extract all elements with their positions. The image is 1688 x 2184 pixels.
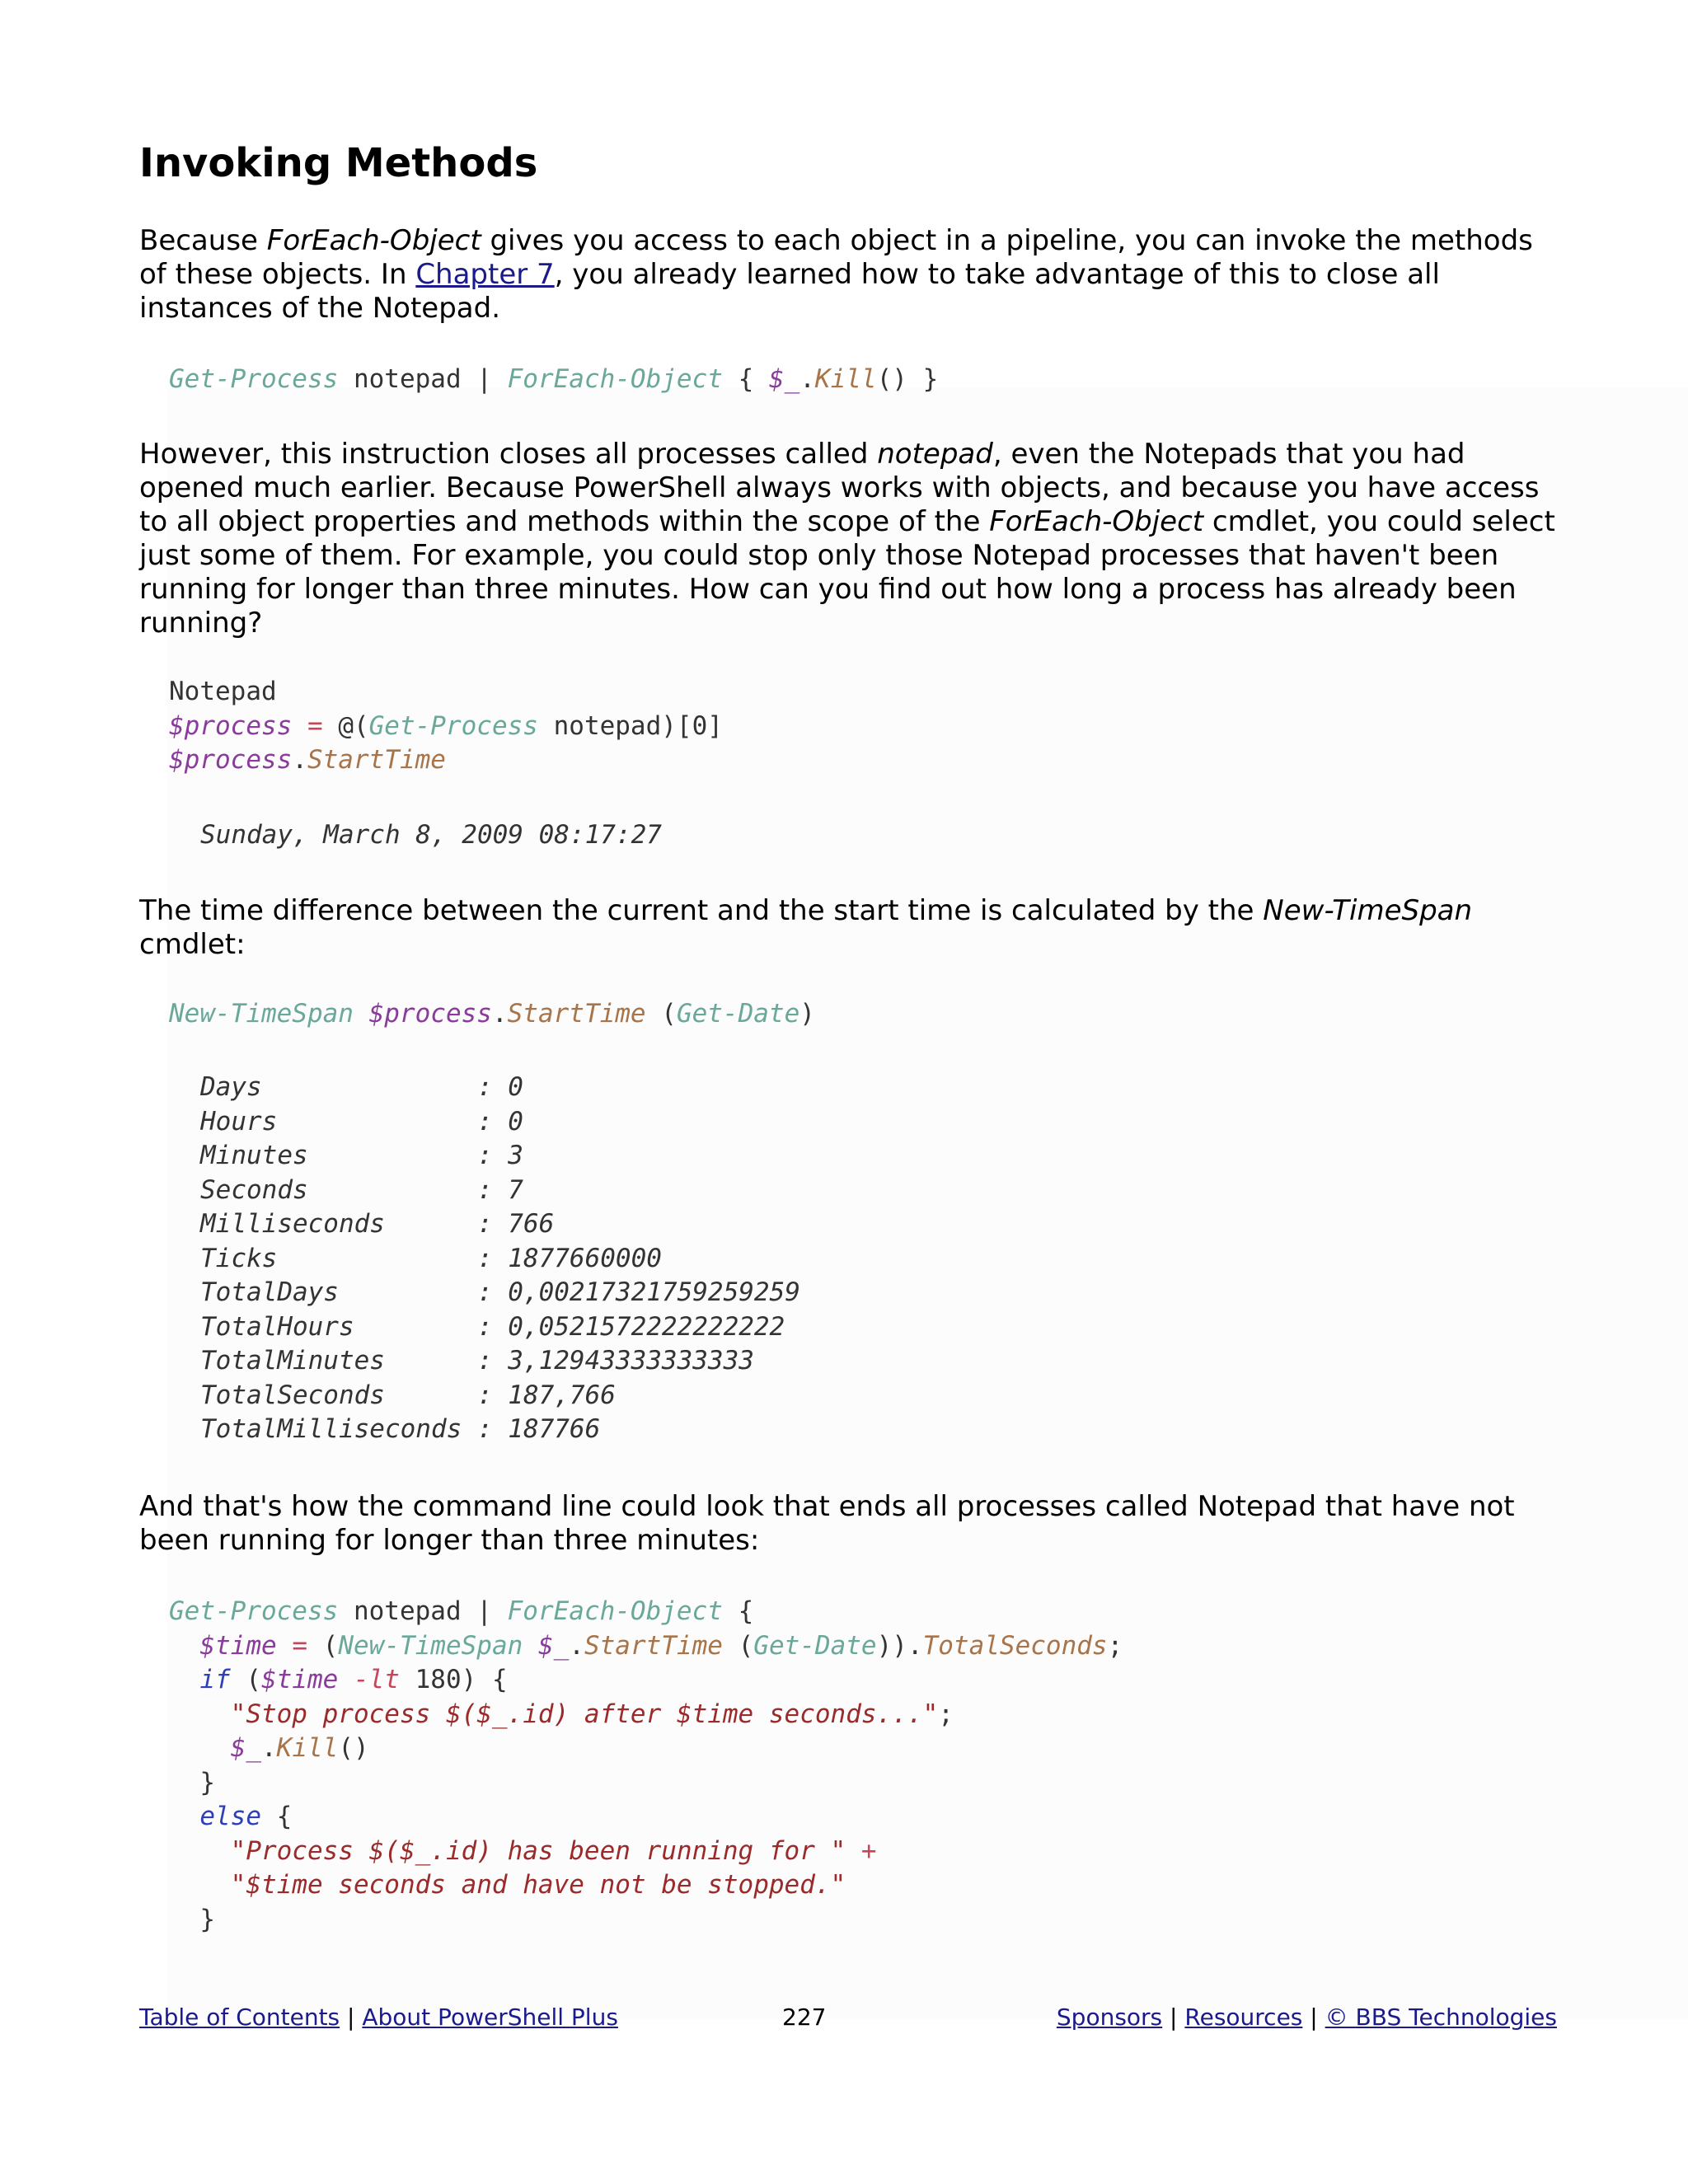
code-token: } <box>199 1767 215 1797</box>
code-token: . <box>799 364 815 394</box>
timespan-property: TotalMinutes <box>200 1346 462 1376</box>
timespan-row <box>200 1244 662 1273</box>
colon: : <box>462 1141 509 1170</box>
start-time-output: Sunday, March 8, 2009 08:17:27 <box>200 820 662 850</box>
code-token: StartTime <box>507 999 646 1029</box>
text: However, this instruction closes all processes called <box>139 438 878 471</box>
timespan-value: 7 <box>508 1174 523 1205</box>
timespan-value: 187766 <box>508 1414 601 1444</box>
timespan-property: TotalSeconds <box>200 1380 462 1410</box>
code-token: ForEach-Object <box>507 364 723 394</box>
timespan-row <box>200 1209 554 1239</box>
code-token: "Process $($_.id) has been running for " <box>230 1835 846 1866</box>
code-token: -lt <box>338 1665 400 1694</box>
code-token: . <box>292 745 307 775</box>
timespan-row <box>200 1072 523 1102</box>
code-token: if <box>199 1665 231 1694</box>
text: , even the Notepads that you had opened much earlier. Because PowerShell always works with objects, and because you have access to all object properties and methods within the scope of the <box>139 438 1540 538</box>
page-number: 227 <box>782 2004 827 2031</box>
code-token: $process <box>368 999 492 1029</box>
colon: : <box>462 1072 509 1102</box>
code-block-conditional-kill <box>169 1595 1123 1937</box>
code-token: + <box>846 1835 877 1866</box>
code-token: $time <box>260 1665 339 1694</box>
code-token: () } <box>876 364 939 394</box>
code-token: . <box>491 999 508 1029</box>
code-token: Get-Process <box>169 364 339 394</box>
emphasis: ForEach-Object <box>989 505 1204 538</box>
colon: : <box>462 1380 509 1410</box>
timespan-row <box>200 1141 523 1170</box>
code-token: New-TimeSpan <box>338 1630 523 1661</box>
code-token: $_ <box>768 364 800 394</box>
emphasis: New-TimeSpan <box>1263 894 1473 927</box>
code-token: Get-Process <box>368 710 538 741</box>
emphasis: ForEach-Object <box>266 224 481 257</box>
code-token: . <box>569 1630 584 1661</box>
code-token: StartTime <box>584 1630 723 1661</box>
text: cmdlet: <box>139 928 246 961</box>
colon: : <box>462 1106 509 1137</box>
separator: | <box>1302 2004 1325 2031</box>
colon: : <box>462 1243 509 1273</box>
code-token: { <box>722 1596 754 1626</box>
timespan-property: Minutes <box>200 1141 462 1170</box>
chapter-7-link[interactable]: Chapter 7 <box>415 258 555 291</box>
code-token: ; <box>1107 1630 1123 1661</box>
timespan-row <box>200 1312 785 1342</box>
document-page <box>139 0 1557 2184</box>
code-token: ( <box>230 1665 261 1694</box>
code-token: notepad | <box>338 364 508 394</box>
timespan-value: 1877660000 <box>508 1243 662 1273</box>
text: The time difference between the current and the start time is calculated by the <box>139 894 1264 927</box>
code-token: Kill <box>814 364 877 394</box>
timespan-value: 0,00217321759259259 <box>508 1277 800 1307</box>
text: , you already learned how to take advantage of this to close all instances of the Notepad. <box>139 258 1440 325</box>
timespan-row <box>200 1346 754 1376</box>
code-block-process <box>169 675 723 778</box>
code-token: StartTime <box>307 745 446 775</box>
code-token <box>354 999 369 1029</box>
colon: : <box>462 1209 509 1239</box>
timespan-property: Hours <box>200 1106 462 1137</box>
code-token: )). <box>876 1630 923 1661</box>
code-token: $time <box>199 1630 277 1661</box>
code-token: "Stop process $($_.id) after $time seconds..." <box>230 1699 939 1729</box>
code-token: notepad)[0] <box>537 710 723 741</box>
code-token: . <box>260 1733 277 1763</box>
paragraph-explanation <box>139 438 1557 640</box>
code-token: ( <box>722 1630 754 1661</box>
sponsors-link[interactable]: Sponsors <box>1056 2004 1163 2031</box>
code-token: $_ <box>537 1630 570 1661</box>
code-token: Get-Date <box>676 999 800 1029</box>
paragraph-final: And that's how the command line could look that ends all processes called Notepad that have not been running for longer than three minutes: <box>139 1490 1515 1557</box>
footer-right <box>1057 2003 1557 2032</box>
code-token: @( <box>338 710 369 741</box>
timespan-property: Seconds <box>200 1174 462 1205</box>
code-token: New-TimeSpan <box>169 999 354 1029</box>
timespan-property: Days <box>200 1072 462 1102</box>
code-token: TotalSeconds <box>922 1630 1108 1661</box>
code-token: = <box>276 1630 323 1661</box>
timespan-property: Ticks <box>200 1243 462 1273</box>
section-heading: Invoking Methods <box>139 140 538 186</box>
timespan-property: Milliseconds <box>200 1209 462 1239</box>
timespan-property: TotalMilliseconds <box>200 1414 462 1444</box>
code-token <box>523 1631 538 1661</box>
colon: : <box>462 1346 509 1376</box>
emphasis: notepad <box>877 438 993 471</box>
timespan-property: TotalHours <box>200 1311 462 1342</box>
paragraph-timespan <box>139 894 1557 962</box>
colon: : <box>462 1311 509 1342</box>
code-token: Kill <box>276 1733 339 1763</box>
code-token: notepad | <box>338 1596 508 1626</box>
timespan-value: 0,0521572222222222 <box>508 1311 785 1342</box>
timespan-row <box>200 1380 616 1410</box>
code-token: Get-Date <box>753 1630 877 1661</box>
timespan-value: 3 <box>508 1141 523 1170</box>
code-token: Get-Process <box>169 1596 339 1626</box>
paragraph-intro <box>139 224 1557 326</box>
code-token: = <box>292 710 339 741</box>
code-token: ) <box>799 999 815 1029</box>
timespan-value: 3,12943333333333 <box>508 1346 754 1376</box>
timespan-row <box>200 1107 523 1137</box>
timespan-value: 766 <box>508 1209 555 1239</box>
separator: | <box>1162 2004 1185 2031</box>
separator: | <box>340 2004 363 2031</box>
text: cmdlet, you could select just some of them. For example, you could stop only those Notepad processes that haven't been running for longer than three minutes. How can you find out how long a process has already been running? <box>139 505 1555 640</box>
timespan-value: 0 <box>508 1106 523 1137</box>
resources-link[interactable]: Resources <box>1184 2004 1303 2031</box>
timespan-value: 0 <box>508 1072 523 1102</box>
text: gives you access to each object in a pipeline, you can invoke the methods of these objects. In <box>139 224 1533 291</box>
timespan-value: 187,766 <box>508 1380 616 1410</box>
about-powershell-plus-link[interactable]: About PowerShell Plus <box>362 2004 618 2031</box>
colon: : <box>462 1414 509 1444</box>
code-token: () <box>338 1733 369 1763</box>
footer-left <box>139 2003 618 2032</box>
timespan-row <box>200 1277 800 1307</box>
timespan-row <box>200 1414 600 1444</box>
table-of-contents-link[interactable]: Table of Contents <box>139 2004 340 2031</box>
code-token: else <box>199 1802 261 1831</box>
colon: : <box>462 1174 509 1205</box>
code-token: ( <box>645 999 677 1029</box>
code-token: "$time seconds and have not be stopped." <box>230 1870 846 1900</box>
code-token: { <box>722 364 769 394</box>
code-token: { <box>260 1802 293 1831</box>
code-token: ForEach-Object <box>507 1596 723 1626</box>
code-token: ( <box>322 1630 339 1661</box>
bbs-technologies-link[interactable]: © BBS Technologies <box>1325 2004 1557 2031</box>
timespan-row <box>200 1175 523 1205</box>
code-token: 180) { <box>399 1665 508 1694</box>
code-token: Notepad <box>169 677 277 706</box>
code-token: $process <box>169 745 293 775</box>
text: Because <box>139 224 267 257</box>
timespan-property: TotalDays <box>200 1277 462 1307</box>
colon: : <box>462 1277 509 1307</box>
code-token: } <box>199 1904 215 1934</box>
timespan-output <box>200 1071 800 1447</box>
code-token: ; <box>938 1699 954 1729</box>
code-token: $_ <box>230 1733 261 1763</box>
code-token: $process <box>169 710 293 741</box>
code-block-kill-all <box>169 363 938 397</box>
code-block-timespan <box>169 997 815 1032</box>
